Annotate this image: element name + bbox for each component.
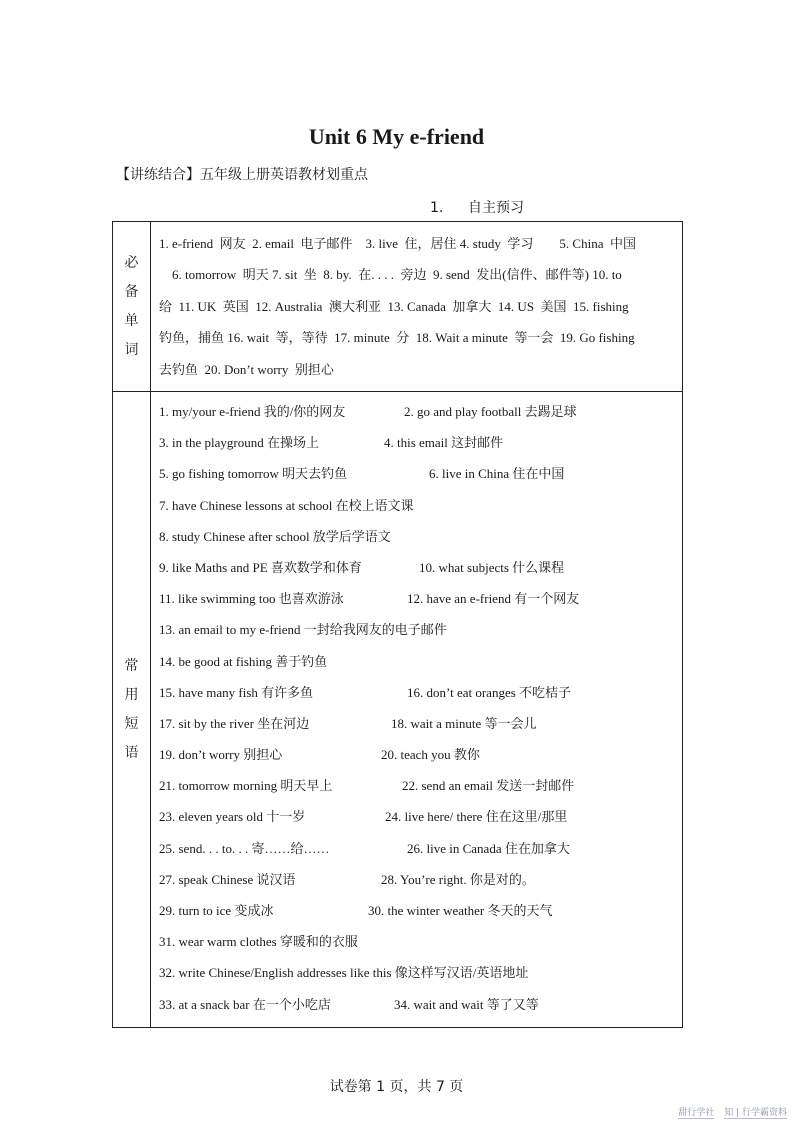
phrase-item: 4. this email 这封邮件 — [384, 435, 504, 451]
phrase-row — [159, 801, 676, 832]
side-char: 词 — [124, 341, 139, 358]
vocab-side-label — [113, 222, 151, 392]
phrase-item: 14. be good at fishing 善于钓鱼 — [159, 653, 328, 669]
phrase-item: 30. the winter weather 冬天的天气 — [368, 903, 553, 919]
phrase-row — [159, 427, 676, 458]
side-char: 常 — [124, 657, 139, 674]
page-footer: 试卷第 1 页，共 7 页 — [329, 1079, 464, 1095]
phrase-item: 34. wait and wait 等了又等 — [394, 996, 539, 1012]
section-heading — [430, 197, 524, 217]
watermark — [668, 1105, 787, 1118]
phrase-item: 3. in the playground 在操场上 — [159, 435, 319, 451]
side-char: 用 — [124, 686, 139, 703]
phrase-item: 8. study Chinese after school 放学后学语文 — [159, 528, 391, 544]
phrase-row — [159, 646, 676, 677]
phrase-row — [159, 926, 676, 957]
phrase-item: 20. teach you 教你 — [381, 747, 480, 763]
section-label: 自主预习 — [468, 200, 524, 216]
phrase-item: 19. don’t worry 别担心 — [159, 747, 283, 763]
phrase-item: 18. wait a minute 等一会儿 — [391, 715, 537, 731]
vocab-line: 钓鱼，捕鱼 16. wait 等，等待 17. minute 分 18. Wait a minute 等一会 19. Go fishing — [159, 330, 635, 346]
phrase-item: 5. go fishing tomorrow 明天去钓鱼 — [159, 466, 348, 482]
side-char: 单 — [124, 312, 139, 329]
phrase-item: 31. wear warm clothes 穿暖和的衣服 — [159, 934, 358, 950]
phrase-row — [159, 708, 676, 739]
phrase-row — [159, 458, 676, 489]
phrase-item: 10. what subjects 什么课程 — [419, 559, 565, 575]
phrase-item: 33. at a snack bar 在一个小吃店 — [159, 996, 331, 1012]
phrase-item: 13. an email to my e-friend 一封给我网友的电子邮件 — [159, 622, 447, 638]
side-char: 必 — [124, 254, 139, 271]
side-char: 备 — [124, 283, 139, 300]
side-char: 短 — [124, 715, 139, 732]
page-title: Unit 6 My e-friend — [308, 124, 485, 149]
phrase-item: 28. You’re right. 你是对的。 — [381, 871, 535, 887]
phrase-item: 26. live in Canada 住在加拿大 — [407, 840, 570, 856]
watermark-text: 甜行学社 — [678, 1108, 715, 1118]
phrase-item: 21. tomorrow morning 明天早上 — [159, 778, 333, 794]
phrase-row — [159, 989, 676, 1020]
vocab-list — [151, 222, 683, 392]
phrase-row — [159, 739, 676, 770]
phrase-item: 9. like Maths and PE 喜欢数学和体育 — [159, 559, 362, 575]
phrase-row — [159, 614, 676, 645]
phrase-item: 29. turn to ice 变成冰 — [159, 903, 274, 919]
phrase-row — [159, 521, 676, 552]
phrase-item: 24. live here/ there 住在这里/那里 — [385, 809, 568, 825]
phrases-side-label — [113, 392, 151, 1028]
vocab-line: 6. tomorrow 明天 7. sit 坐 8. by. 在. . . . 旁边 9. send 发出(信件、邮件等) 10. to — [159, 267, 622, 283]
phrase-item: 32. write Chinese/English addresses like this 像这样写汉语/英语地址 — [159, 965, 529, 981]
watermark-text: 知 | 行学霸资料 — [724, 1108, 787, 1118]
phrase-item: 6. live in China 住在中国 — [429, 466, 565, 482]
phrase-item: 25. send. . . to. . . 寄……给…… — [159, 840, 330, 856]
phrases-list — [151, 392, 683, 1028]
phrase-item: 27. speak Chinese 说汉语 — [159, 871, 296, 887]
phrase-item: 15. have many fish 有许多鱼 — [159, 684, 314, 700]
phrase-item: 22. send an email 发送一封邮件 — [402, 778, 575, 794]
phrase-row — [159, 677, 676, 708]
phrase-item: 12. have an e-friend 有一个网友 — [407, 591, 580, 607]
vocab-line: 去钓鱼 20. Don’t worry 别担心 — [159, 361, 334, 377]
phrase-row — [159, 833, 676, 864]
phrase-row — [159, 957, 676, 988]
phrase-row — [159, 583, 676, 614]
phrase-item: 17. sit by the river 坐在河边 — [159, 715, 310, 731]
phrase-row — [159, 895, 676, 926]
vocab-line: 1. e-friend 网友 2. email 电子邮件 3. live 住，居住 4. study 学习 5. China 中国 — [159, 236, 636, 251]
phrase-row — [159, 552, 676, 583]
phrase-item: 1. my/your e-friend 我的/你的网友 — [159, 404, 346, 420]
phrase-row — [159, 396, 676, 427]
phrase-item: 23. eleven years old 十一岁 — [159, 809, 306, 825]
side-char: 语 — [124, 744, 139, 761]
section-number: 1. — [430, 200, 444, 216]
phrase-item: 2. go and play football 去踢足球 — [404, 404, 577, 420]
subtitle: 【讲练结合】五年级上册英语教材划重点 — [116, 167, 368, 183]
phrase-row — [159, 490, 676, 521]
phrase-item: 16. don’t eat oranges 不吃桔子 — [407, 684, 572, 700]
phrase-row — [159, 770, 676, 801]
phrase-item: 7. have Chinese lessons at school 在校上语文课 — [159, 497, 414, 513]
vocab-table — [112, 221, 683, 1028]
vocab-line: 给 11. UK 英国 12. Australia 澳大利亚 13. Canada 加拿大 14. US 美国 15. fishing — [159, 298, 629, 314]
phrase-row — [159, 864, 676, 895]
phrase-item: 11. like swimming too 也喜欢游泳 — [159, 591, 344, 607]
